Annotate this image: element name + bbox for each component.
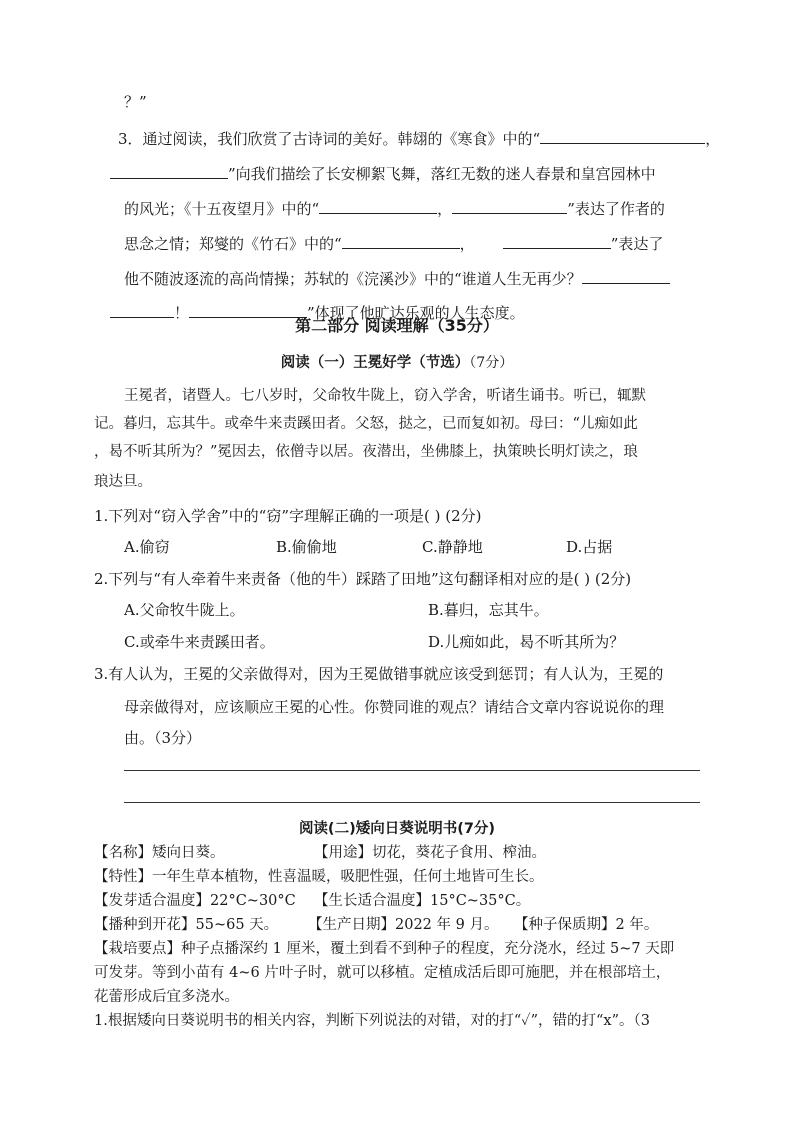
manual-line-date: 【生产日期】2022 年 9 月。 xyxy=(308,917,499,933)
option-b[interactable]: B.偷偷地 xyxy=(276,538,337,556)
option-c[interactable]: C.或牵牛来责蹊田者。 xyxy=(124,633,275,651)
question-fragment: ？” xyxy=(124,93,147,111)
reading-1-title: 阅读（一）王冕好学（节选）（7分） xyxy=(280,355,514,371)
manual-line-care-2: 可发芽。等到小苗有 4~6 片叶子时，就可以移植。定植成活后即可施肥，并在根部培土， xyxy=(94,965,671,981)
option-a[interactable]: A.偷窃 xyxy=(124,538,170,556)
reading-2-title: 阅读(二)矮向日葵说明书(7分) xyxy=(298,821,496,837)
answer-blank[interactable] xyxy=(452,198,567,214)
passage-line-3: ，曷不听其所为？”冕因去，依僧寺以居。夜潜出，坐佛膝上，执策映长明灯读之，琅 xyxy=(94,444,638,460)
poem-question-line-2: ”向我们描绘了长安柳絮飞舞，落红无数的迷人春景和皇宫园林中 xyxy=(110,163,656,184)
option-d[interactable]: D.占据 xyxy=(566,538,613,556)
question-number: 3． xyxy=(118,130,143,148)
answer-blank[interactable] xyxy=(582,268,670,284)
manual-line-name: 【名称】矮向日葵。 xyxy=(94,845,225,861)
answer-blank[interactable] xyxy=(540,128,705,144)
answer-blank[interactable] xyxy=(503,233,611,249)
manual-line-bloom: 【播种到开花】55~65 天。 xyxy=(94,917,279,933)
poem-question-line-1: 3．通过阅读，我们欣赏了古诗词的美好。韩翃的《寒食》中的“ ， xyxy=(118,130,721,148)
manual-line-trait: 【特性】一年生草本植物，性喜温暖，吸肥性强，任何土地皆可生长。 xyxy=(94,869,544,885)
passage-line-1: 王冕者，诸暨人。七八岁时，父命牧牛陇上，窃入学舍，听诸生诵书。听已，辄默 xyxy=(124,388,646,404)
question-3-line-1: 3.有人认为，王冕的父亲做得对，因为王冕做错事就应该受到惩罚；有人认为，王冕的 xyxy=(94,665,664,683)
question-2: 2.下列与“有人牵着牛来责备（他的牛）踩踏了田地”这句翻译相对应的是( ) (2分) xyxy=(94,570,632,588)
question-1: 1.下列对“窃入学舍”中的“窃”字理解正确的一项是( ) (2分) xyxy=(94,507,482,525)
answer-line[interactable] xyxy=(124,770,700,771)
option-a[interactable]: A.父命牧牛陇上。 xyxy=(124,601,245,619)
poem-question-line-5: 他不随波逐流的高尚情操；苏轼的《浣溪沙》中的“谁道人生无再少？ xyxy=(124,268,670,289)
option-d[interactable]: D.儿痴如此，曷不听其所为？ xyxy=(428,633,625,651)
answer-blank[interactable] xyxy=(342,233,460,249)
manual-line-germ-temp: 【发芽适合温度】22°C~30°C xyxy=(94,893,296,909)
poem-question-line-4: 思念之情；郑燮的《竹石》中的“ ， ”表达了 xyxy=(124,235,664,253)
manual-line-care-3: 花蕾形成后宜多浇水。 xyxy=(94,989,239,1005)
section-title: 第二部分 阅读理解（35分） xyxy=(295,316,499,335)
option-b[interactable]: B.暮归，忘其牛。 xyxy=(428,601,549,619)
reading-2-question-1: 1.根据矮向日葵说明书的相关内容，判断下列说法的对错，对的打“✓”，错的打“x”。（3 xyxy=(94,1013,650,1029)
answer-line[interactable] xyxy=(124,802,700,803)
passage-line-4: 琅达旦。 xyxy=(94,474,152,490)
option-c[interactable]: C.静静地 xyxy=(422,538,483,556)
manual-line-grow-temp: 【生长适合温度】15°C~35°C。 xyxy=(314,893,531,909)
manual-line-care-1: 【栽培要点】种子点播深约 1 厘米，覆土到看不到种子的程度，充分浇水，经过 5~7 天即 xyxy=(94,941,675,957)
poem-question-line-6: ！ ”体现了他旷达乐观的人生态度。 xyxy=(110,302,525,323)
poem-question-line-3: 的风光；《十五夜望月》中的“ ， ”表达了作者的 xyxy=(124,200,665,218)
answer-blank[interactable] xyxy=(319,198,437,214)
question-3-line-2: 母亲做得对，应该顺应王冕的心性。你赞同谁的观点？请结合文章内容说说你的理 xyxy=(124,698,665,716)
passage-line-2: 记。暮归，忘其牛。或牵牛来责蹊田者。父怒，挞之，已而复如初。母曰：“儿痴如此 xyxy=(94,416,638,432)
manual-line-shelf: 【种子保质期】2 年。 xyxy=(514,917,659,933)
manual-line-use: 【用途】切花，葵花子食用、榨油。 xyxy=(314,845,546,861)
answer-blank[interactable] xyxy=(110,163,228,179)
question-3-line-3: 由。（3分） xyxy=(124,729,202,747)
